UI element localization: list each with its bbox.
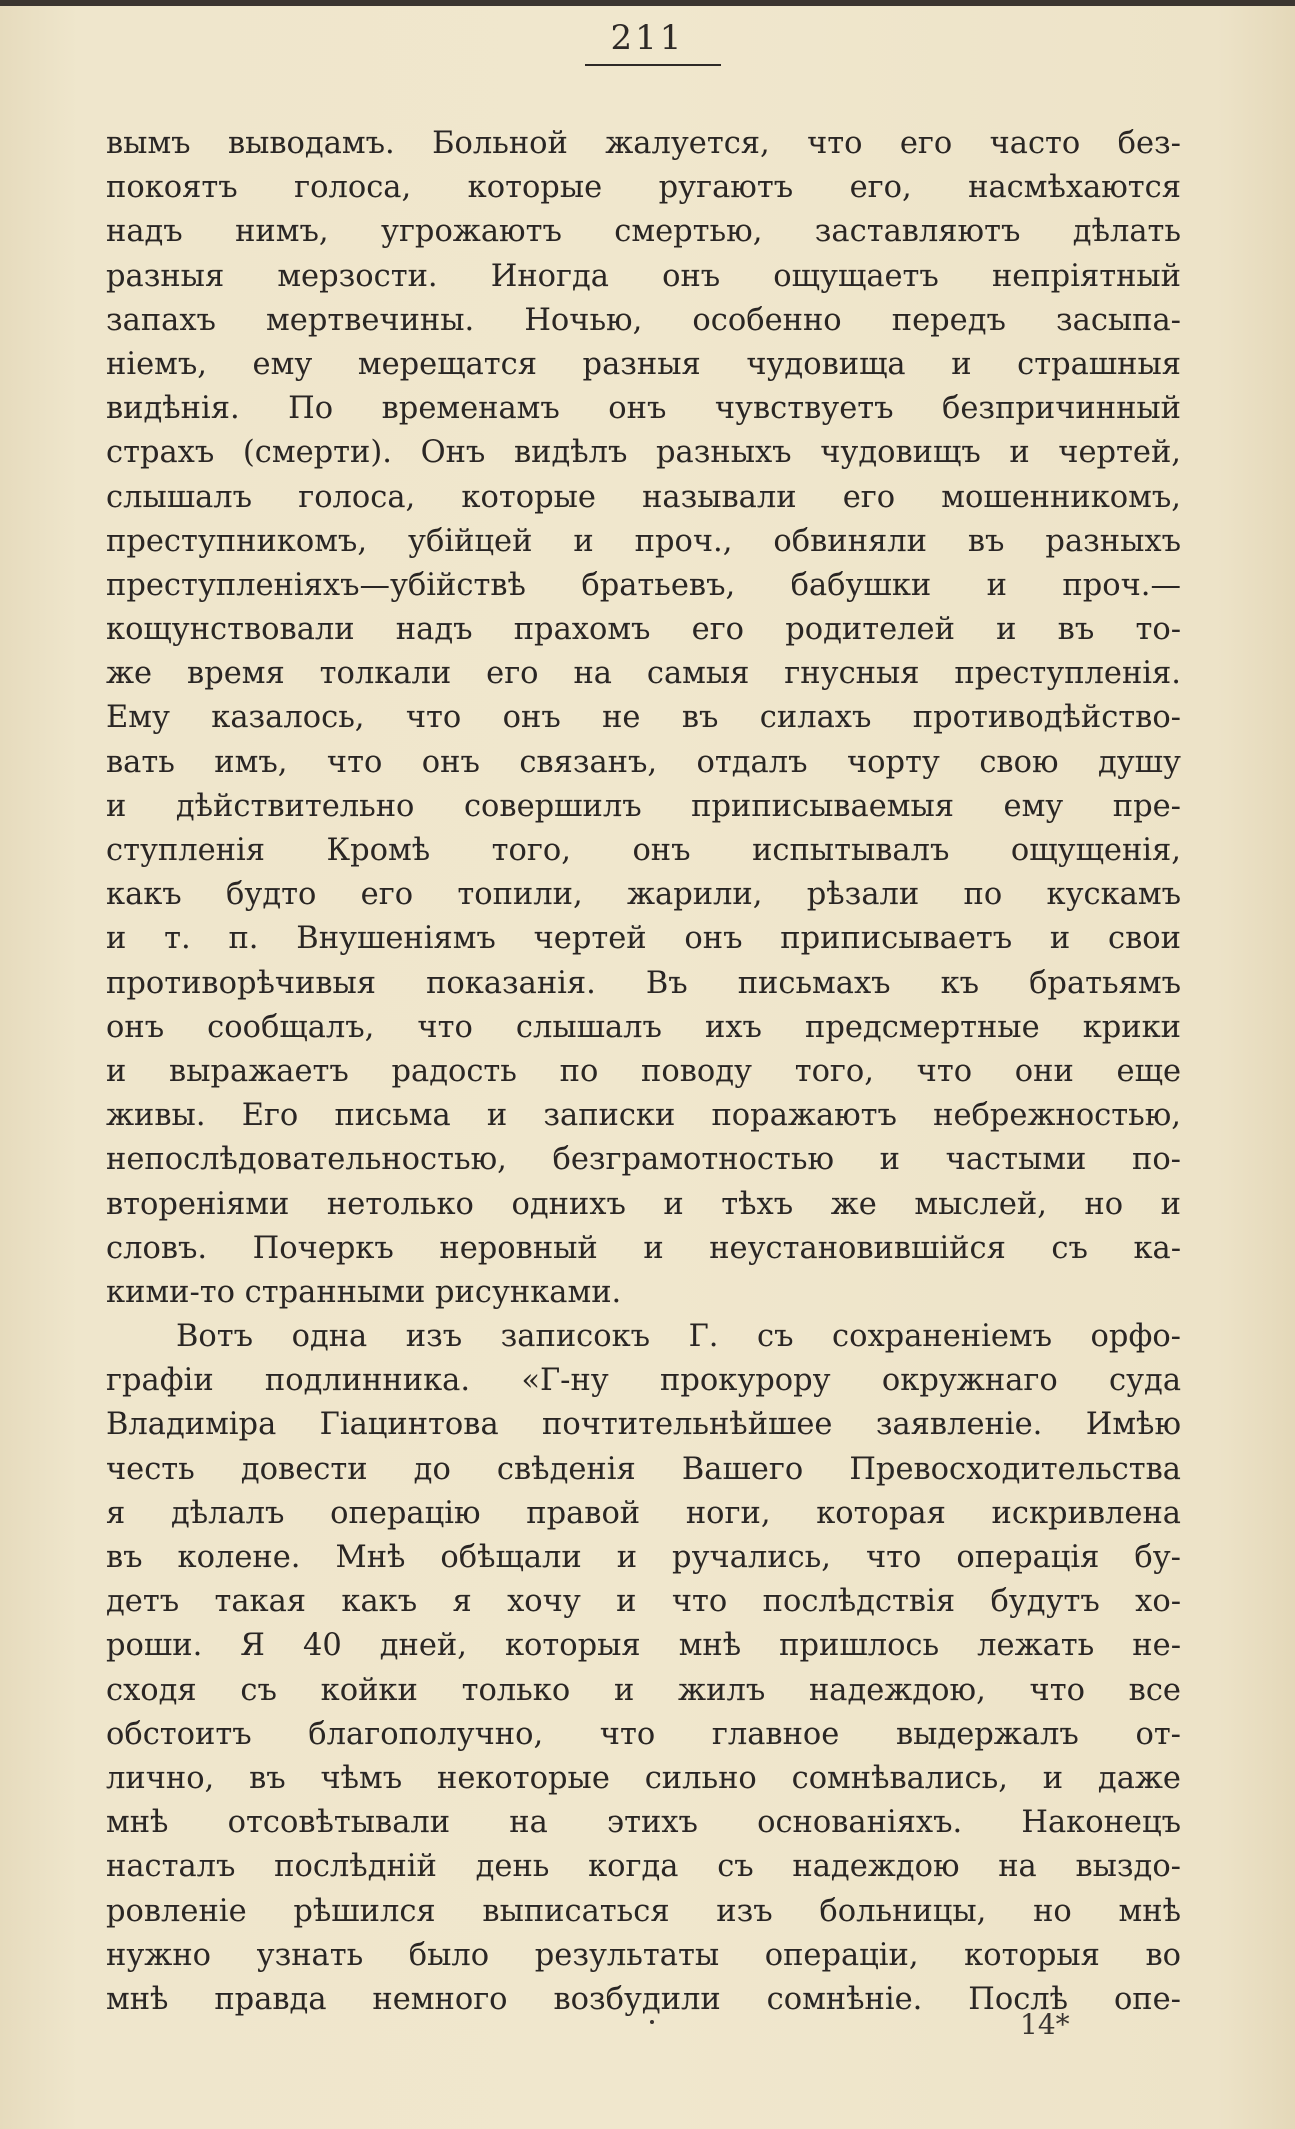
text-line: какъ будто его топили, жарили, рѣзали по кускамъ [106, 877, 1181, 913]
text-line: лично, въ чѣмъ некоторые сильно сомнѣвались, и даже [106, 1760, 1181, 1796]
text-line: и выражаетъ радость по поводу того, что они еще [106, 1053, 1181, 1089]
text-line: же время толкали его на самыя гнусныя преступленія. [106, 656, 1181, 692]
text-line: ніемъ, ему мерещатся разныя чудовища и страшныя [106, 346, 1181, 382]
text-line: страхъ (смерти). Онъ видѣлъ разныхъ чудовищъ и чертей, [106, 435, 1181, 471]
body-text [106, 122, 1181, 2022]
text-line: ступленія Кромѣ того, онъ испытывалъ ощущенія, [106, 833, 1181, 868]
text-line: детъ такая какъ я хочу и что послѣдствія будутъ хо- [106, 1584, 1181, 1620]
text-line: видѣнія. По временамъ онъ чувствуетъ безпричинный [106, 391, 1181, 427]
text-line: ровленіе рѣшился выписаться изъ больницы, но мнѣ [106, 1893, 1181, 1929]
text-line: графіи подлинника. «Г-ну прокурору окружнаго суда [106, 1363, 1181, 1399]
text-line: обстоитъ благополучно, что главное выдержалъ от- [106, 1716, 1181, 1752]
text-line: въ колене. Мнѣ обѣщали и ручались, что операція бу- [106, 1540, 1181, 1575]
text-line: мнѣ отсовѣтывали на этихъ основаніяхъ. Наконецъ [106, 1805, 1181, 1841]
text-line: нужно узнать было результаты операціи, которыя во [106, 1937, 1181, 1973]
text-line: живы. Его письма и записки поражаютъ небрежностью, [106, 1098, 1181, 1134]
printer-signature-mark: 14* [1020, 2008, 1070, 2041]
text-line: и т. п. Внушеніямъ чертей онъ приписываетъ и свои [106, 921, 1181, 957]
page-number: 211 [610, 18, 685, 58]
text-line: втореніями нетолько однихъ и тѣхъ же мыслей, но и [106, 1186, 1181, 1222]
page-top-edge [0, 0, 1295, 6]
text-line: непослѣдовательностью, безграмотностью и частыми по- [106, 1142, 1181, 1178]
text-line: покоятъ голоса, которые ругаютъ его, насмѣхаются [106, 170, 1181, 206]
text-line: словъ. Почеркъ неровный и неустановившійся съ ка- [106, 1230, 1181, 1266]
text-line: Вотъ одна изъ записокъ Г. съ сохраненіемъ орфо- [176, 1319, 1181, 1355]
text-line: преступникомъ, убійцей и проч., обвиняли въ разныхъ [106, 523, 1181, 559]
text-line: Ему казалось, что онъ не въ силахъ противодѣйство- [106, 700, 1181, 736]
text-line: вымъ выводамъ. Больной жалуется, что его часто без- [106, 126, 1181, 161]
text-line: кощунствовали надъ прахомъ его родителей и въ то- [106, 612, 1181, 648]
header-rule [585, 64, 721, 66]
text-line: и дѣйствительно совершилъ приписываемыя ему пре- [106, 788, 1181, 824]
text-line: Владиміра Гіацинтова почтительнѣйшее заявленіе. Имѣю [106, 1407, 1181, 1443]
text-line: вать имъ, что онъ связанъ, отдалъ чорту свою душу [106, 744, 1181, 780]
text-line: насталъ послѣдній день когда съ надеждою на выздо- [106, 1849, 1181, 1885]
text-line: слышалъ голоса, которые называли его мошенникомъ, [106, 479, 1181, 515]
text-line: надъ нимъ, угрожаютъ смертью, заставляютъ дѣлать [106, 214, 1181, 250]
text-line: мнѣ правда немного возбудили сомнѣніе. Послѣ опе- [106, 1981, 1181, 2017]
text-line: разныя мерзости. Иногда онъ ощущаетъ непріятный [106, 258, 1181, 294]
print-speck [650, 2020, 654, 2024]
text-line: кими-то странными рисунками. [106, 1274, 622, 1310]
text-line: честь довести до свѣденія Вашего Превосходительства [106, 1451, 1181, 1487]
text-line: противорѣчивыя показанія. Въ письмахъ къ братьямъ [106, 965, 1181, 1001]
text-line: сходя съ койки только и жилъ надеждою, что все [106, 1672, 1181, 1708]
text-line: я дѣлалъ операцію правой ноги, которая искривлена [106, 1495, 1181, 1531]
text-line: преступленіяхъ—убійствѣ братьевъ, бабушки и проч.— [106, 567, 1181, 603]
text-line: роши. Я 40 дней, которыя мнѣ пришлось лежать не- [106, 1628, 1181, 1664]
text-line: запахъ мертвечины. Ночью, особенно передъ засыпа- [106, 302, 1181, 338]
text-line: онъ сообщалъ, что слышалъ ихъ предсмертные крики [106, 1009, 1181, 1045]
